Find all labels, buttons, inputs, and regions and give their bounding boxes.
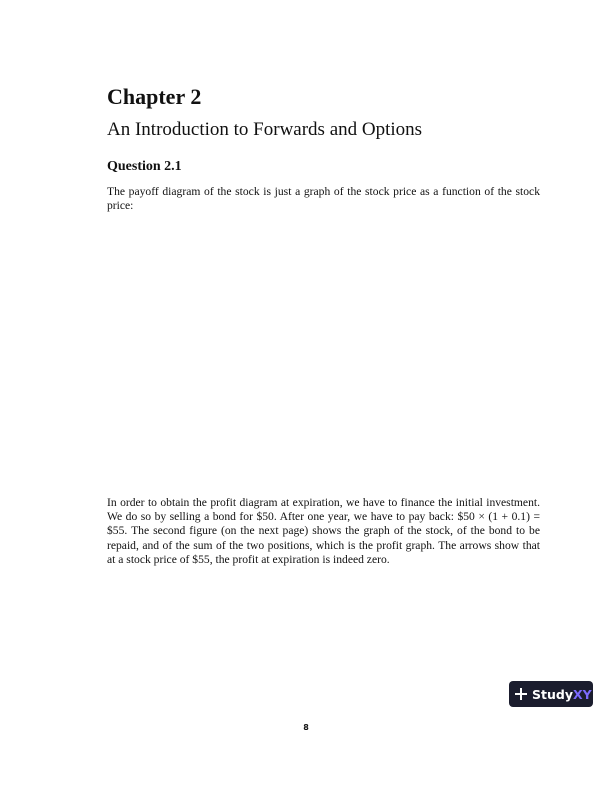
figure-placeholder [107,222,540,484]
logo-text-xy: XY [572,686,592,702]
plus-icon [515,688,527,700]
logo-text-study: Study [532,686,573,702]
chapter-subtitle: An Introduction to Forwards and Options [107,119,423,140]
question-heading: Question 2.1 [107,159,182,174]
studyxy-logo[interactable] [509,681,593,707]
page-number: 8 [303,723,309,732]
question-paragraph-2: In order to obtain the profit diagram at expiration, we have to finance the initial investment. We do so by selling a bond for $50. After one year, we have to pay back: $50 × (1 + 0.1) = $55. The second figure (on the next page) shows the graph of the stock, of the bond to be repaid, and of the sum of the two positions, which is the profit graph. The arrows show that at a stock price of $55, the profit at expiration is indeed zero. [107,496,540,566]
chapter-title: Chapter 2 [107,84,202,109]
question-paragraph-1: The payoff diagram of the stock is just a graph of the stock price as a function of the stock price: [107,185,540,213]
